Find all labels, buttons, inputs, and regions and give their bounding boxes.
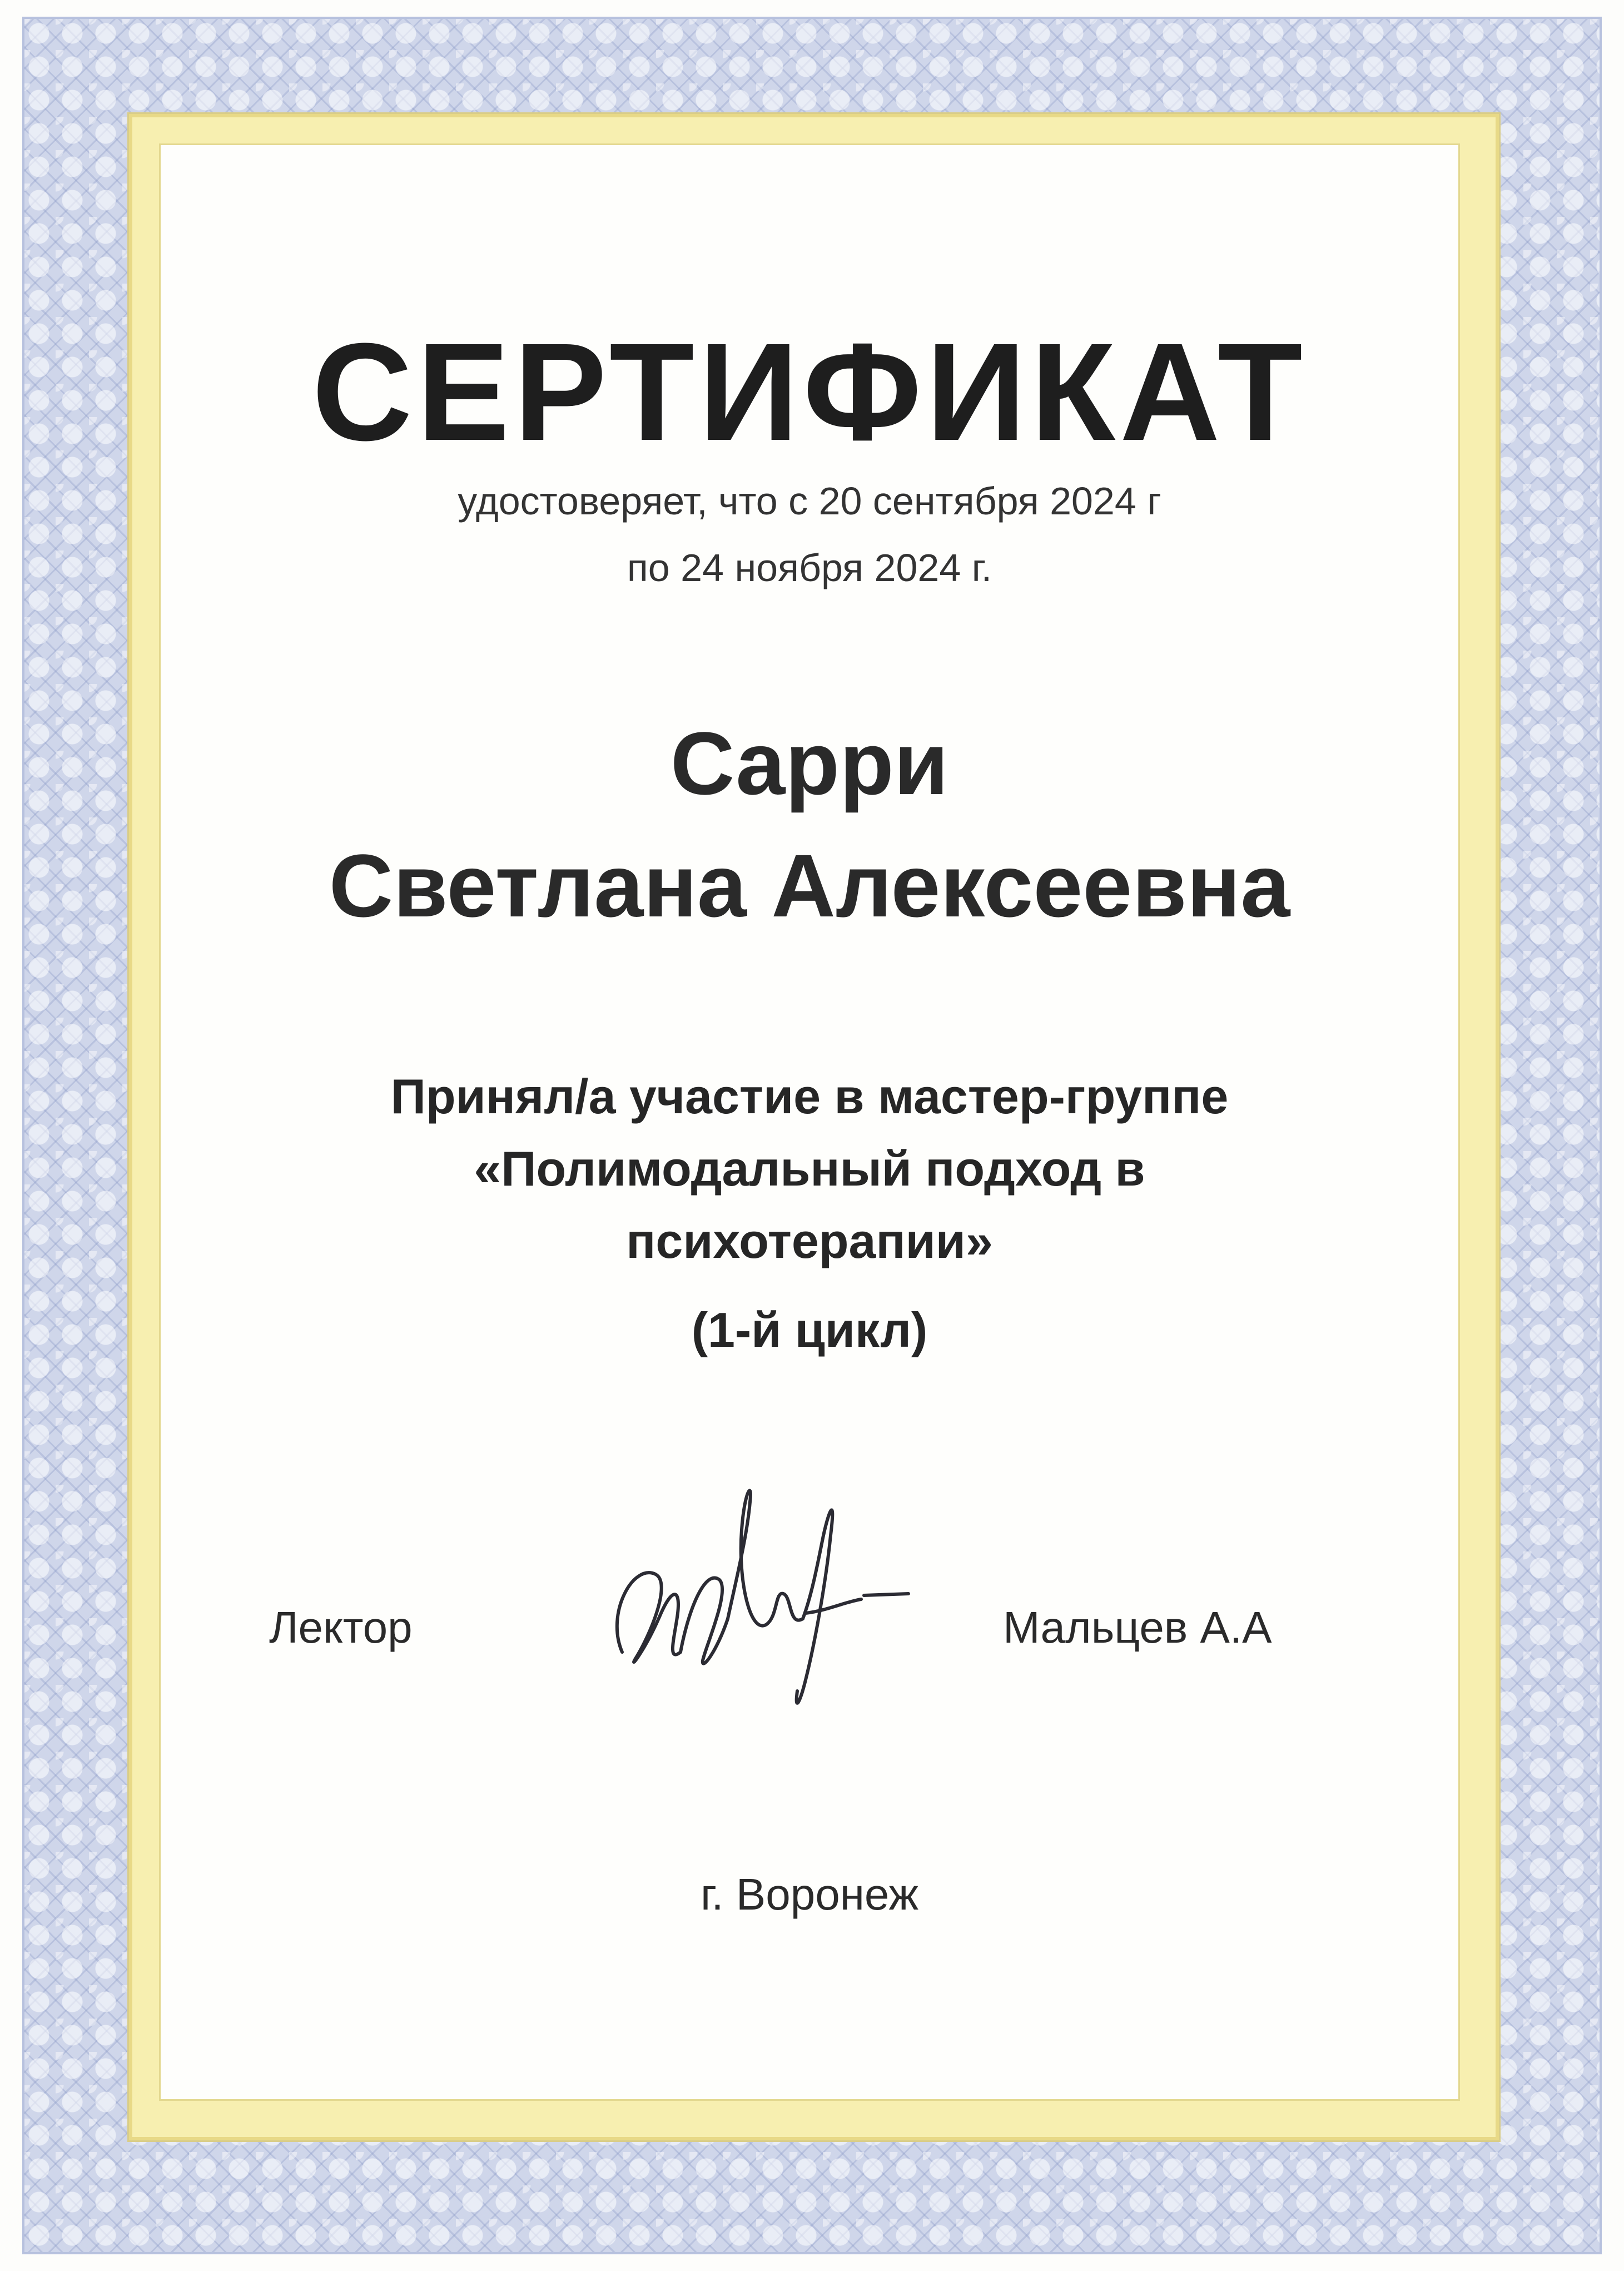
lecturer-name: Мальцев А.А — [1003, 1603, 1272, 1652]
course-title-line-2: психотерапии» — [626, 1213, 993, 1268]
recipient-given-names: Светлана Алексеевна — [329, 836, 1290, 935]
city: г. Воронеж — [701, 1870, 918, 1919]
course-cycle: (1-й цикл) — [691, 1302, 928, 1357]
certificate-title: СЕРТИФИКАТ — [312, 314, 1307, 469]
dates-line-end: по 24 ноября 2024 г. — [627, 546, 992, 589]
recipient-surname: Сарри — [670, 713, 949, 813]
dates-line-start: удостоверяет, что с 20 сентября 2024 г — [458, 479, 1161, 523]
lecturer-signature — [583, 1469, 928, 1747]
course-title-line-1: «Полимодальный подход в — [474, 1141, 1145, 1196]
lecturer-label: Лектор — [269, 1603, 413, 1652]
participation-statement: Принял/а участие в мастер-группе — [390, 1069, 1229, 1124]
certificate-body — [159, 143, 1460, 2101]
